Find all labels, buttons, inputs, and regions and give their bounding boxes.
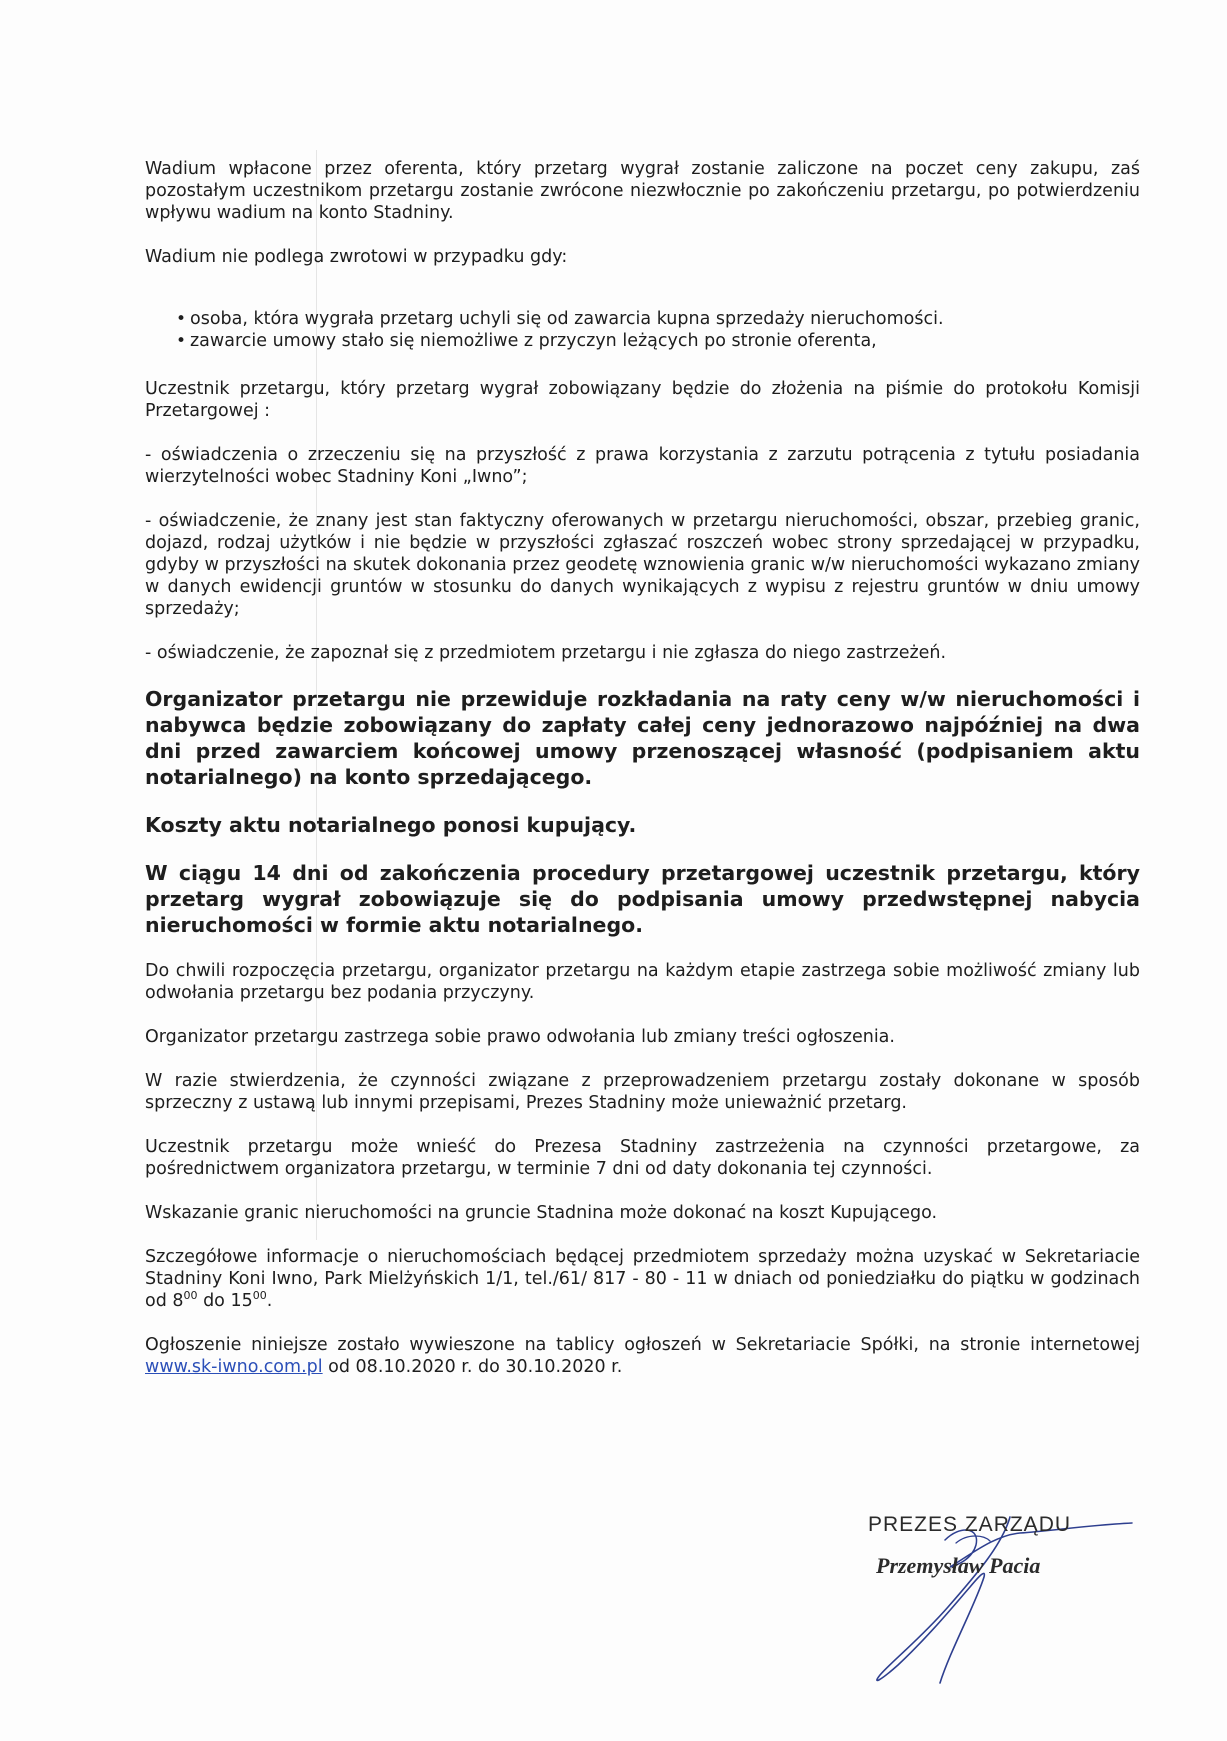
paragraph-informacje: [145, 1246, 1140, 1312]
paragraph-ogloszenie: [145, 1334, 1140, 1378]
paragraph-odwolanie-przetargu: Do chwili rozpoczęcia przetargu, organizator przetargu na każdym etapie zastrzega sobie możliwość zmiany lub odwołania przetargu bez podania przyczyny.: [145, 961, 1140, 1003]
paragraph-bold-termin: W ciągu 14 dni od zakończenia procedury przetargowej uczestnik przetargu, który przetarg wygrał zobowiązuje się do podpisania umowy przedwstępnej nabycia nieruchomości w formie aktu notarialnego.: [145, 861, 1140, 937]
paragraph-wadium-zaliczenie: Wadium wpłacone przez oferenta, który przetarg wygrał zostanie zaliczone na poczet ceny zakupu, zaś pozostałym uczestnikom przetargu zostanie zwrócone niezwłocznie po zakończeniu przetargu, po potwierdzeniu wpływu wadium na konto Stadniny.: [145, 159, 1140, 223]
document-body: [145, 158, 1140, 1378]
signature-block: [780, 1505, 1160, 1705]
paragraph-oswiadczenie-przedmiot: - oświadczenie, że zapoznał się z przedmiotem przetargu i nie zgłasza do niego zastrzeżeń.: [145, 643, 947, 663]
hour-superscript: 00: [252, 1289, 267, 1303]
paragraph-zastrzezenia: Uczestnik przetargu może wnieść do Prezesa Stadniny zastrzeżenia na czynności przetargowe, za pośrednictwem organizatora przetargu, w terminie 7 dni od daty dokonania tej czynności.: [145, 1137, 1140, 1179]
website-link[interactable]: www.sk-iwno.com.pl: [145, 1357, 323, 1377]
informacje-end: .: [266, 1291, 273, 1311]
signature-title: PREZES ZARZĄDU: [868, 1513, 1072, 1536]
paragraph-oswiadczenie-potracenie: - oświadczenia o zrzeczeniu się na przyszłość z prawa korzystania z zarzutu potrącenia z tytułu posiadania wierzytelności wobec Stadniny Koni „Iwno”;: [145, 445, 1140, 487]
ogloszenie-text: Ogłoszenie niniejsze zostało wywieszone na tablicy ogłoszeń w Sekretariacie Spółki, na stronie internetowej: [145, 1335, 1140, 1355]
paragraph-granice: Wskazanie granic nieruchomości na gruncie Stadnina może dokonać na koszt Kupującego.: [145, 1203, 938, 1223]
paragraph-bold-raty: Organizator przetargu nie przewiduje rozkładania na raty ceny w/w nieruchomości i nabywca będzie zobowiązany do zapłaty całej ceny jednorazowo najpóźniej na dwa dni przed zawarciem końcowej umowy przenoszącej własność (podpisaniem aktu notarialnego) na konto sprzedającego.: [145, 687, 1140, 789]
paragraph-zmiana-ogloszenia: Organizator przetargu zastrzega sobie prawo odwołania lub zmiany treści ogłoszenia.: [145, 1027, 895, 1047]
hour-superscript: 00: [183, 1289, 198, 1303]
list-item: • osoba, która wygrała przetarg uchyli się od zawarcia kupna sprzedaży nieruchomości.: [145, 308, 1140, 330]
informacje-text: Szczegółowe informacje o nieruchomościach będącej przedmiotem sprzedaży można uzyskać w Sekretariacie Stadniny Koni Iwno, Park Mielżyńskich 1/1, tel./61/ 817 - 80 - 11 w dniach od poniedziałku do piątku w godzinach od 8: [145, 1247, 1140, 1311]
paragraph-bold-koszty: Koszty aktu notarialnego ponosi kupujący.: [145, 813, 637, 837]
bullet-list: [145, 308, 1140, 352]
ogloszenie-dates: od 08.10.2020 r. do 30.10.2020 r.: [322, 1357, 623, 1377]
list-item: • zawarcie umowy stało się niemożliwe z przyczyn leżących po stronie oferenta,: [145, 330, 1140, 352]
signature-name: Przemysław Pacia: [876, 1553, 1041, 1578]
informacje-mid: do 15: [197, 1291, 253, 1311]
paragraph-oswiadczenie-stan: - oświadczenie, że znany jest stan faktyczny oferowanych w przetargu nieruchomości, obszar, przebieg granic, dojazd, rodzaj użytków i nie będzie w przyszłości zgłaszać roszczeń wobec strony sprzedającej w przypadku, gdyby w przyszłości na skutek dokonania przez geodetę wznowienia granic w/w nieruchomości wykazano zmiany w danych ewidencji gruntów w stosunku do danych wynikających z wypisu z rejestru gruntów w dniu umowy sprzedaży;: [145, 511, 1140, 619]
paragraph-wadium-zwrot: Wadium nie podlega zwrotowi w przypadku gdy:: [145, 247, 568, 267]
paragraph-uniewaznienie: W razie stwierdzenia, że czynności związane z przeprowadzeniem przetargu zostały dokonane w sposób sprzeczny z ustawą lub innymi przepisami, Prezes Stadniny może unieważnić przetarg.: [145, 1071, 1140, 1113]
paragraph-uczestnik-zobowiazany: Uczestnik przetargu, który przetarg wygrał zobowiązany będzie do złożenia na piśmie do protokołu Komisji Przetargowej :: [145, 379, 1140, 421]
